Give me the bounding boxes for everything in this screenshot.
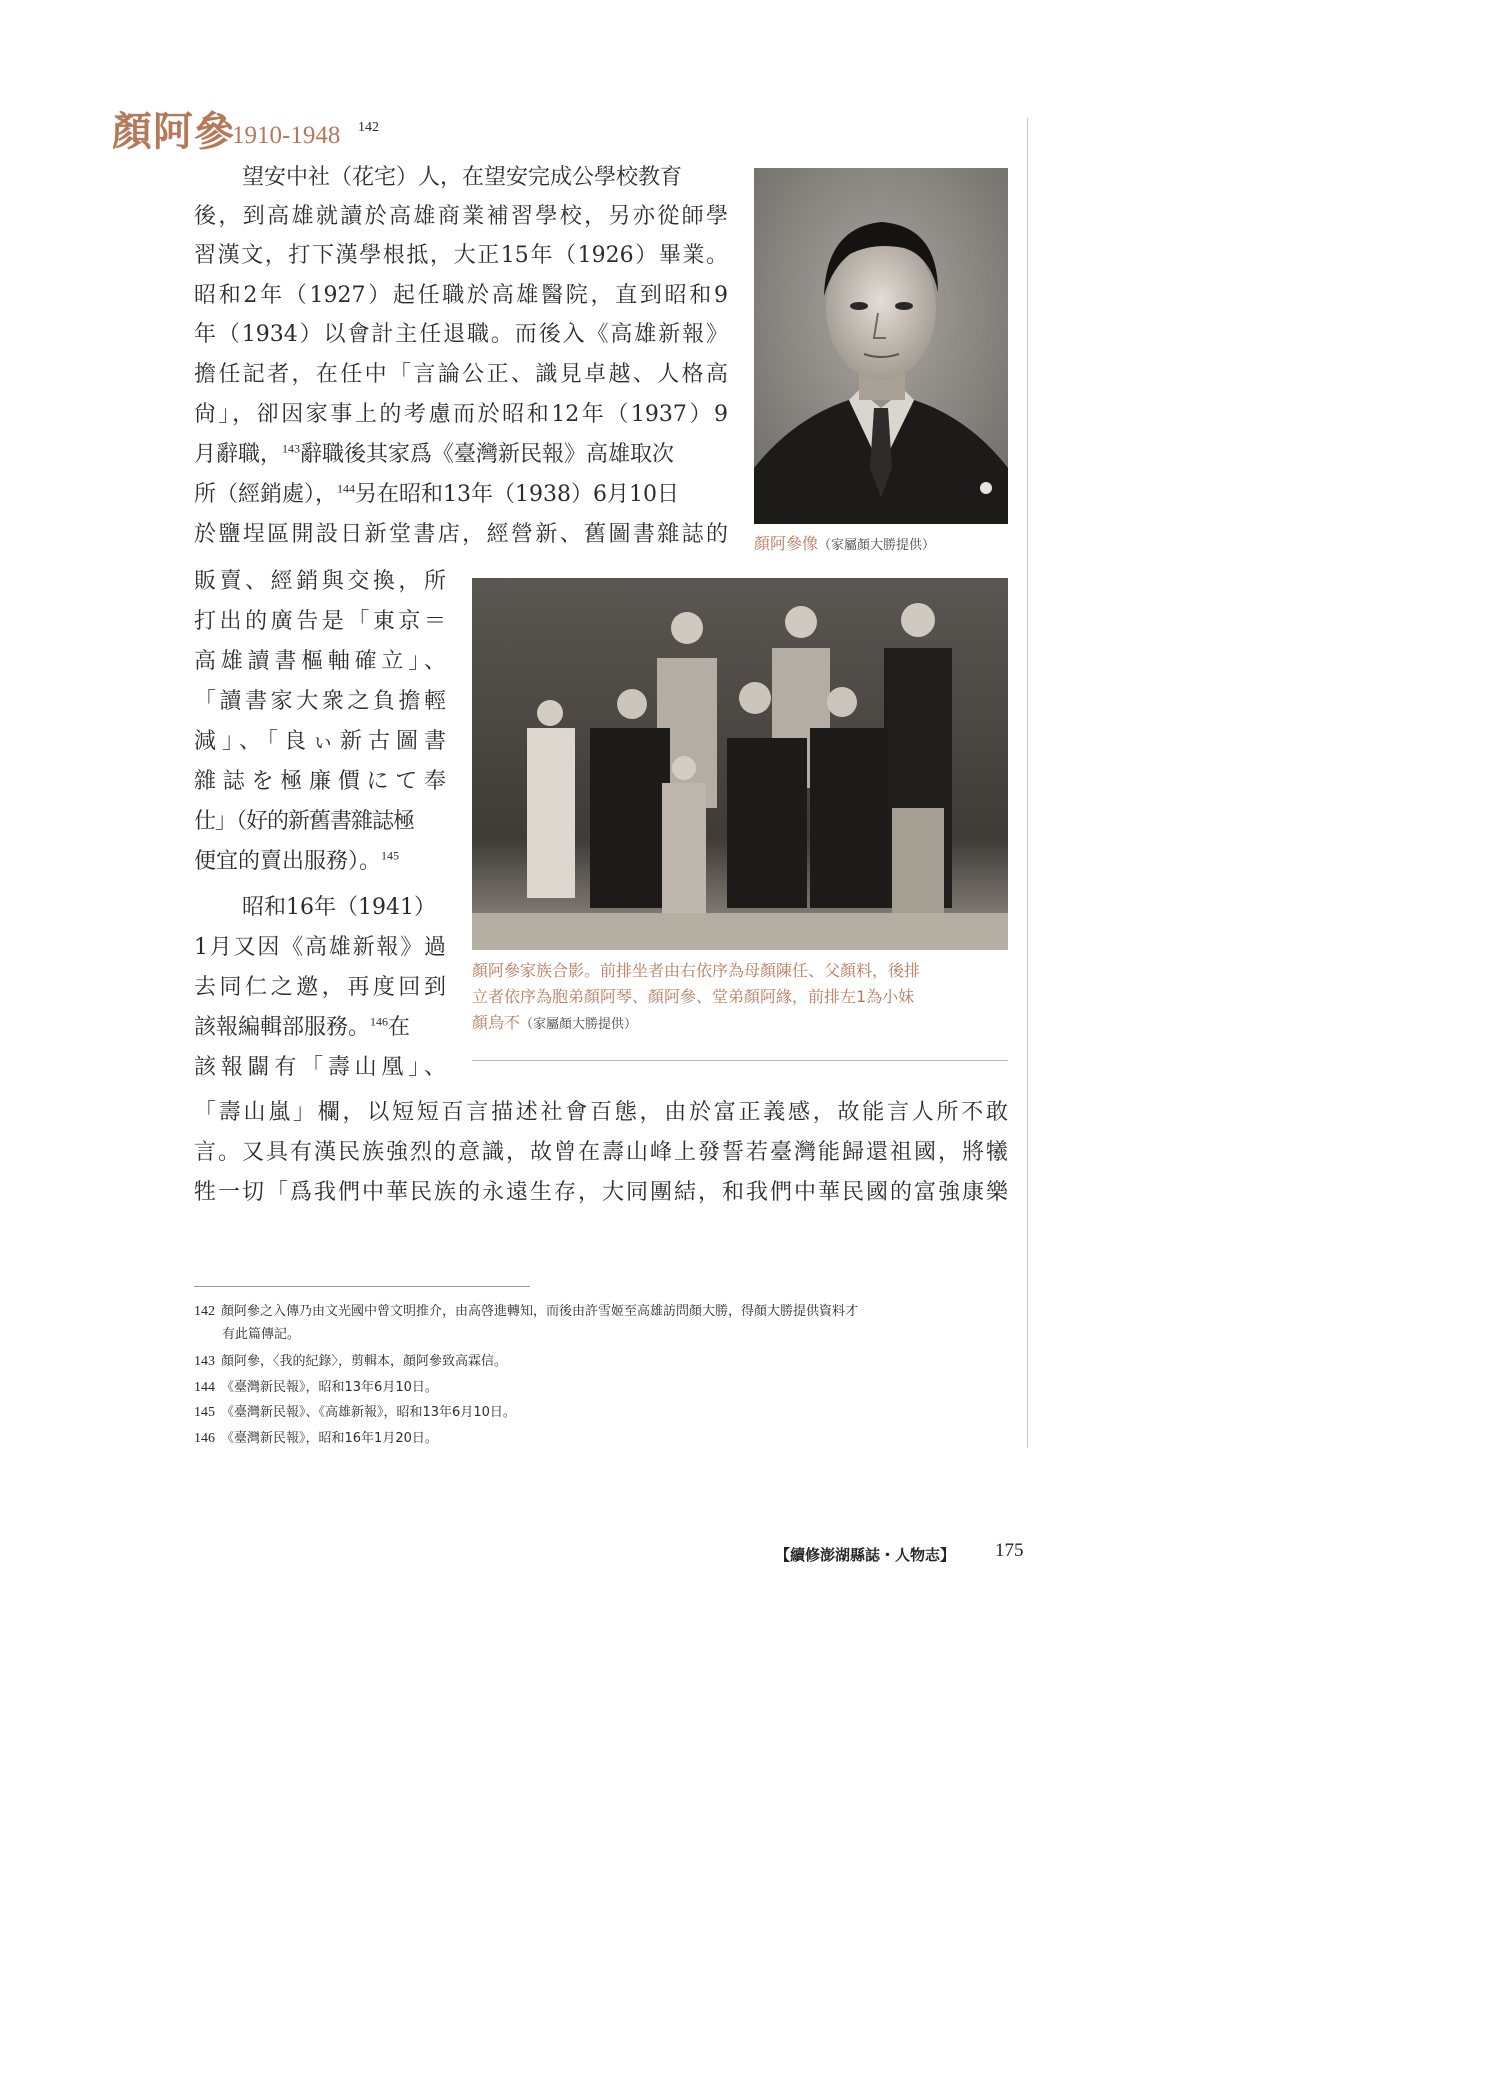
- body-line: 尙」，卻因家事上的考慮而於昭和12年（1937）9: [194, 402, 728, 427]
- entry-footnote-ref: 142: [358, 120, 379, 135]
- entry-years: 1910-1948: [232, 122, 341, 149]
- footnote: [194, 1300, 858, 1324]
- body-line: 販賣、經銷與交換，所: [194, 569, 446, 594]
- book-title: 【續修澎湖縣誌・人物志】: [775, 1546, 956, 1564]
- footnote-number: 143: [194, 1354, 215, 1369]
- body-line: 雜誌を極廉價にて奉: [194, 769, 446, 794]
- footnote-number: 144: [194, 1380, 215, 1395]
- body-line: [194, 847, 399, 877]
- body-text: 在: [388, 1015, 411, 1040]
- footnote: [194, 1350, 507, 1374]
- footnote-number: 146: [194, 1431, 215, 1446]
- footnote-text: 《臺灣新民報》、《高雄新報》，昭和13年6月10日。: [221, 1405, 516, 1420]
- body-line: 「讀書家大衆之負擔輕: [194, 689, 446, 714]
- footnote-continuation: 有此篇傳記。: [222, 1327, 301, 1342]
- footnote-text: 《臺灣新民報》，昭和13年6月10日。: [221, 1380, 438, 1395]
- footnote-text: 顏阿參，〈我的紀錄〉，剪輯本，顏阿參致高霖信。: [221, 1354, 508, 1369]
- footnote-text: 《臺灣新民報》，昭和16年1月20日。: [221, 1431, 438, 1446]
- body-line: 昭和16年（1941）: [242, 895, 436, 920]
- body-text: 月辭職，: [194, 442, 283, 467]
- body-text: 便宜的賣出服務）。: [194, 849, 382, 874]
- footnote-ref: 144: [337, 481, 356, 496]
- body-line: 後，到高雄就讀於高雄商業補習學校，另亦從師學: [194, 204, 728, 229]
- page-number: 175: [995, 1540, 1024, 1561]
- caption-line: 顏阿參家族合影。前排坐者由右依序為母顏陳任、父顏料，後排: [472, 961, 921, 980]
- portrait-photo: [754, 168, 1008, 524]
- body-line: 昭和2年（1927）起任職於高雄醫院，直到昭和9: [194, 283, 728, 308]
- caption-text: 顏烏不: [472, 1013, 521, 1032]
- footnote-number: 142: [194, 1304, 215, 1319]
- footnote-text: 顏阿參之入傳乃由文光國中曾文明推介，由高啓進轉知，而後由許雪姬至高雄訪問顏大勝，得顏大勝提供資料才: [221, 1304, 859, 1319]
- footnote: [194, 1376, 438, 1400]
- caption-text: 顏阿參像: [754, 534, 819, 553]
- entry-name: 顏阿參: [112, 108, 235, 155]
- body-line: 習漢文，打下漢學根抵，大正15年（1926）畢業。: [194, 243, 728, 268]
- caption-line: 立者依序為胞弟顏阿琴、顏阿參、堂弟顏阿緣，前排左1為小妹: [472, 987, 915, 1006]
- family-photo: [472, 578, 1008, 950]
- caption-credit: （家屬顏大勝提供）: [818, 538, 936, 553]
- body-line: 高雄讀書樞軸確立」、: [194, 649, 446, 674]
- body-line: 「壽山嵐」欄，以短短百言描述社會百態，由於富正義感，故能言人所不敢: [194, 1100, 1008, 1125]
- margin-rule: [1027, 118, 1028, 1448]
- footnote-ref: 145: [381, 848, 400, 863]
- body-line: 1月又因《高雄新報》過: [194, 935, 446, 960]
- body-line: 牲一切「爲我們中華民族的永遠生存，大同團結，和我們中華民國的富強康樂: [194, 1180, 1008, 1205]
- caption-rule: [472, 1060, 1008, 1061]
- footnote: [194, 1427, 438, 1451]
- body-line: [194, 480, 728, 510]
- body-line: 打出的廣告是「東京＝: [194, 609, 446, 634]
- body-line: 言。又具有漢民族強烈的意識，故曾在壽山峰上發誓若臺灣能歸還祖國，將犧: [194, 1140, 1008, 1165]
- footnote: [194, 1401, 516, 1425]
- footnote-ref: 146: [370, 1014, 389, 1029]
- body-line: 於鹽埕區開設日新堂書店，經營新、舊圖書雜誌的: [194, 522, 728, 547]
- body-line: 該報闢有「壽山凰」、: [194, 1055, 446, 1080]
- caption-credit: （家屬顏大勝提供）: [520, 1017, 638, 1032]
- body-text: 所（經銷處），: [194, 482, 338, 507]
- body-text: 該報編輯部服務。: [194, 1015, 371, 1040]
- body-line: 減」、「良ぃ新古圖書: [194, 729, 446, 754]
- body-line: 年（1934）以會計主任退職。而後入《高雄新報》: [194, 322, 728, 347]
- body-line: 擔任記者，在任中「言論公正、識見卓越、人格高: [194, 362, 728, 387]
- caption-line: [472, 1010, 1008, 1038]
- body-line: 去同仁之邀，再度回到: [194, 975, 446, 1000]
- body-line: 仕」（好的新舊書雜誌極: [194, 809, 415, 834]
- body-line: [194, 1013, 410, 1043]
- body-line: 望安中社（花宅）人，在望安完成公學校教育: [242, 165, 683, 190]
- body-text: 辭職後其家爲《臺灣新民報》高雄取次: [300, 442, 675, 467]
- body-line: [194, 440, 728, 470]
- body-text: 另在昭和13年（1938）6月10日: [355, 482, 679, 507]
- footnote-ref: 143: [282, 441, 301, 456]
- footnote-rule: [194, 1286, 530, 1287]
- footnote-number: 145: [194, 1405, 215, 1420]
- portrait-caption: [754, 531, 935, 559]
- family-photo-caption: [472, 958, 1008, 1038]
